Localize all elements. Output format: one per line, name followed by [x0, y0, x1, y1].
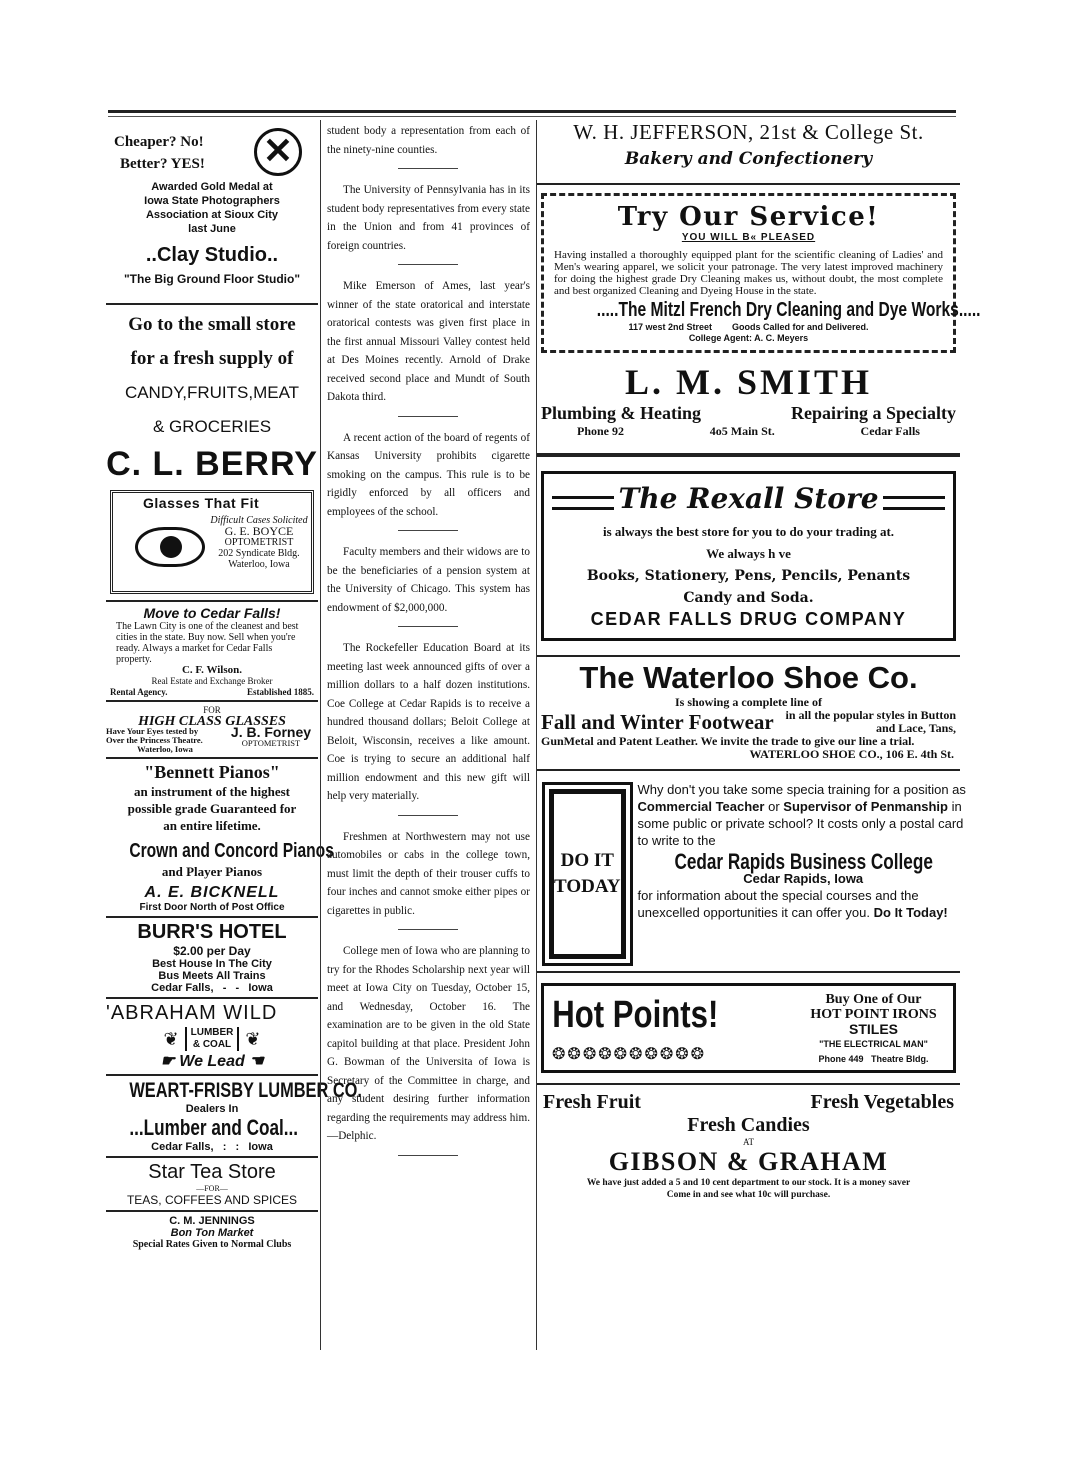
crbc-or: or: [768, 799, 780, 814]
smith-left: Plumbing & Heating: [541, 403, 702, 423]
move-foot-right: Established 1885.: [246, 687, 314, 697]
gibson-note: We have just added a 5 and 10 cent department to our stock. It is a money saver: [586, 1178, 911, 1188]
burr-line: Bus Meets All Trains: [158, 970, 266, 982]
glasses-text: [209, 515, 309, 570]
divider: [106, 757, 318, 759]
separator: [398, 264, 458, 265]
mitzl-works: .....The Mitzl French Dry Cleaning and Dye Works.....: [596, 299, 981, 321]
smith-phone: Phone 92: [577, 424, 625, 438]
jennings-rates: Special Rates Given to Normal Clubs: [132, 1239, 292, 1250]
left-column: [106, 120, 362, 1360]
top-rule: [108, 110, 956, 113]
berry-name: C. L. BERRY: [106, 445, 318, 483]
move-title: Move to Cedar Falls!: [143, 605, 281, 621]
news-p5: Faculty members and their widows are to be the beneficiaries of a pension system at the University of Chicago. This system has endowment of $2,000,000.: [327, 546, 530, 614]
boyce-glasses-ad: [110, 490, 314, 594]
hot-line: HOT POINT IRONS: [810, 1007, 937, 1022]
rexall-line: We always h ve: [706, 546, 791, 561]
jefferson-ad: [537, 120, 960, 169]
gibson-at: AT: [743, 1137, 754, 1147]
wild-lead: We Lead: [179, 1053, 245, 1070]
business-college-text: [638, 781, 969, 959]
bennett-pianos-ad: [106, 762, 334, 913]
ornament-icon: ❦: [163, 1028, 179, 1049]
move-body: The Lawn City is one of the cleanest and best cities in the state. Buy now. Sell when you're ready. Always a market for Cedar Falls property.: [116, 621, 299, 665]
rexall-line: is always the best store for you to do your trading at.: [602, 524, 895, 539]
divider: [106, 1156, 318, 1158]
forney-right: [224, 724, 318, 754]
news-p4: A recent action of the board of regents of Kansas University prohibits cigarette smoking on the campus. This rule is to be rigidly enforced by all officers and employees of the school.: [327, 431, 530, 518]
smith-addr: 4o5 Main St.: [709, 424, 775, 438]
mitzl-addr: 117 west 2nd Street Goods Called for and Delivered.: [628, 322, 869, 332]
forney-ad: [106, 705, 318, 754]
weart-city: Cedar Falls, : : Iowa: [151, 1141, 273, 1153]
crbc-line: Why don't you take some specia training for a position as: [637, 782, 966, 797]
gibson-note: Come in and see what 10c will purchase.: [666, 1190, 831, 1200]
shoe-side: in all the popular styles in Button and Lace, Tans,: [785, 708, 956, 735]
bennett-crown: Crown and Concord Pianos: [129, 840, 334, 862]
berry-line-4: & GROCERIES: [152, 417, 272, 436]
hot-right: [794, 986, 953, 1070]
forney-line: Have Your Eyes tested by: [106, 726, 199, 736]
rexall-store-ad: [541, 471, 956, 641]
gibson-graham-ad: [537, 1091, 960, 1201]
news-p7: Freshmen at Northwestern may not use automobiles or cabs in the college town, must limit the depth of their trouser cuffs to four inches and cannot smoke either pipes or cigarettes in public.: [327, 830, 530, 917]
clay-q1: Cheaper? No!: [114, 134, 204, 150]
jennings-market: Bon Ton Market: [170, 1227, 254, 1239]
jennings-ad: [106, 1215, 318, 1250]
gibson-veg: Fresh Vegetables: [810, 1091, 954, 1113]
waterloo-shoe-ad: [537, 660, 960, 761]
business-college-ad: [537, 781, 966, 959]
glasses-line: Waterloo, Iowa: [228, 559, 290, 570]
clay-studio-name: ..Clay Studio..: [145, 244, 279, 266]
hot-stiles: STILES: [848, 1021, 898, 1037]
x-circle-icon: ✕: [254, 128, 302, 176]
mitzl-agent: College Agent: A. C. Meyers: [688, 333, 809, 343]
weart-goods: ...Lumber and Coal...: [129, 1115, 299, 1140]
berry-line-1: Go to the small store: [128, 314, 296, 335]
move-foot-left: Rental Agency.: [110, 687, 168, 697]
bennett-body: an instrument of the highest possible grade Guaranteed for an entire lifetime.: [127, 784, 297, 833]
berry-line-2: for a fresh supply of: [130, 348, 294, 369]
news-p6: The Rockefeller Education Board at its meeting last week announced gifts of over a million dollars to a half dozen institutions. Coe College at Cedar Rapids is to receive a hundred thousand dollars; Beloit College at Beloit, Wisconsin, receives a like amount. Coe is trying to secure an additional half million endowment and this new gift will help very materially.: [327, 642, 530, 802]
glasses-title: Glasses That Fit: [143, 495, 260, 511]
burr-city: Cedar Falls, - - Iowa: [151, 982, 273, 994]
burrs-hotel-ad: [106, 921, 318, 994]
news-p8: College men of Iowa who are planning to try for the Rhodes Scholarship next year will meet at Iowa City on Tuesday, October 15, and Wednesday, October 16. The examination are to be given in the old State capitol building at that place. President John G. Bowman of the Universita of Iowa is Secretary of the Committee in charge, and any student desiring further information regarding the requirements may address him.—Delphic.: [327, 945, 530, 1142]
burr-line: Best House In The City: [152, 958, 272, 970]
gibson-fruit: Fresh Fruit: [543, 1091, 641, 1113]
wild-line: & COAL: [192, 1039, 232, 1050]
mitzl-body: Having installed a thoroughly equipped plant for the scientific cleaning of Ladies' and Men's wearing apparel, we solicit your patronage. The very latest improved machinery for doing the highest grade Dry Cleaning makes us, without doubt, the most complete and best organized Cleaning and Dyeing House in the state.: [554, 249, 943, 297]
bennett-name: A. E. BICKNELL: [144, 884, 280, 901]
star-title: Star Tea Store: [148, 1161, 276, 1183]
smith-right: Repairing a Specialty: [791, 403, 956, 423]
bennett-player: and Player Pianos: [161, 864, 263, 879]
glasses-line: 202 Syndicate Bldg.: [218, 548, 300, 559]
pointing-hand-icon: ☛: [160, 1053, 175, 1070]
hot-points-ad: [541, 983, 956, 1073]
gibson-name: GIBSON & GRAHAM: [608, 1147, 889, 1176]
star-goods: TEAS, COFFEES AND SPICES: [126, 1193, 298, 1207]
crbc-today: Do It Today!: [873, 905, 948, 920]
mitzl-title: Try Our Service!: [617, 202, 880, 232]
weart-frisby-ad: [106, 1079, 362, 1153]
weart-title: WEART-FRISBY LUMBER CO.: [129, 1079, 362, 1102]
crbc-super: Supervisor of Penmanship: [783, 799, 948, 814]
rexall-company: CEDAR FALLS DRUG COMPANY: [590, 609, 907, 629]
news-p2: The University of Pennsylvania has in its student body representatives from every state in the Union and from 41 provinces of foreign countries.: [327, 184, 530, 252]
award-line: Awarded Gold Medal at: [151, 181, 273, 193]
divider: [537, 769, 960, 771]
rexall-title: The Rexall Store: [552, 482, 945, 515]
star-tea-store-ad: [106, 1161, 318, 1207]
hot-title: Hot Points!: [552, 994, 719, 1036]
divider: [106, 303, 318, 305]
hot-line: Buy One of Our: [825, 992, 922, 1007]
separator: [398, 1155, 458, 1156]
wild-title: 'ABRAHAM WILD: [106, 1002, 278, 1024]
shoe-line: GunMetal and Patent Leather. We invite the trade to give our line a trial.: [541, 734, 915, 748]
wild-line: LUMBER: [190, 1027, 234, 1038]
forney-name: J. B. Forney: [230, 724, 312, 740]
bennett-location: First Door North of Post Office: [139, 902, 285, 913]
burr-title: BURR'S HOTEL: [137, 921, 287, 943]
jefferson-title: W. H. JEFFERSON, 21st & College St.: [573, 120, 924, 144]
shoe-line: Is showing a complete line of: [675, 695, 822, 709]
crbc-commercial: Commercial Teacher: [637, 799, 765, 814]
glasses-name: G. E. BOYCE: [224, 524, 294, 538]
move-to-cedar-falls-ad: [106, 605, 318, 697]
divider: [537, 971, 960, 973]
do-it-today-box: DO IT TODAY: [549, 789, 626, 959]
crbc-line: for information about the special courses and the unexcelled opportunities it can offer you.: [637, 888, 919, 920]
hot-line: "THE ELECTRICAL MAN": [819, 1039, 928, 1049]
jennings-name: C. M. JENNINGS: [169, 1215, 255, 1227]
abraham-wild-ad: [106, 1002, 318, 1071]
pointing-hand-icon: ☚: [249, 1053, 264, 1070]
wild-box: [185, 1027, 240, 1051]
clay-q2: Better? YES!: [120, 156, 205, 172]
right-column: [536, 120, 981, 1350]
divider: [106, 916, 318, 918]
burr-rate: $2.00 per Day: [173, 944, 251, 958]
mitzl-dry-cleaning-ad: [541, 193, 981, 353]
weart-dealers: Dealers In: [185, 1103, 239, 1115]
separator: [398, 416, 458, 417]
top-rule-thin: [108, 116, 956, 117]
berry-ad: [106, 308, 318, 484]
ornament-icon: ❦: [245, 1028, 261, 1049]
move-sub: Real Estate and Exchange Broker: [151, 676, 273, 686]
news-p3: Mike Emerson of Ames, last year's winner of the state oratorical and interstate oratorical contests was given first place in the first annual Missouri Valley contest held at Des Moines recently. Arnold of Drake received second place and Mundt of South Dakota third.: [327, 280, 530, 403]
separator: [398, 168, 458, 169]
mitzl-pleased: YOU WILL B« PLEASED: [681, 232, 816, 243]
glasses-line: OPTOMETRIST: [224, 537, 294, 548]
divider: [106, 1074, 318, 1076]
star-for: —FOR—: [196, 1184, 228, 1193]
gibson-candies: Fresh Candies: [687, 1114, 810, 1136]
smith-city: Cedar Falls: [860, 424, 920, 438]
news-column: [320, 120, 534, 1350]
news-p1: student body a representation from each of the ninety-nine counties.: [327, 125, 530, 156]
divider: [106, 997, 318, 999]
lm-smith-ad: [537, 361, 960, 439]
forney-left: [106, 727, 224, 754]
eye-icon: [135, 527, 205, 567]
divider: [106, 600, 318, 602]
divider: [537, 655, 960, 657]
berry-line-3: CANDY,FRUITS,MEAT: [124, 383, 300, 402]
glasses-line: Difficult Cases Solicited: [210, 515, 308, 526]
crbc-name: Cedar Rapids Business College: [673, 849, 933, 874]
crbc-line: in some public or private school? It costs only a postal card to write to the: [637, 799, 964, 848]
forney-role: OPTOMETRIST: [241, 738, 301, 748]
shoe-footwear: Fall and Winter Footwear: [541, 709, 774, 734]
bennett-title: "Bennett Pianos": [144, 762, 280, 782]
award-line: Iowa State Photographers: [144, 195, 280, 207]
smith-name: L. M. SMITH: [624, 362, 872, 402]
award-line: Association at Sioux City: [145, 209, 279, 221]
shoe-signature: WATERLOO SHOE CO., 106 E. 4th St.: [749, 747, 954, 761]
forney-line: Waterloo, Iowa: [137, 744, 193, 754]
separator: [398, 530, 458, 531]
separator: [398, 929, 458, 930]
forney-for: FOR: [203, 705, 221, 715]
divider: [106, 700, 318, 702]
rexall-goods: Candy and Soda.: [683, 590, 814, 606]
clay-tagline: "The Big Ground Floor Studio": [123, 272, 301, 286]
move-foot: [106, 687, 318, 697]
forney-line: Over the Princess Theatre.: [106, 735, 203, 745]
jefferson-sub: Bakery and Confectionery: [624, 149, 873, 169]
hot-line: Phone 449 Theatre Bldg.: [818, 1054, 929, 1064]
crbc-city: Cedar Rapids, Iowa: [743, 871, 864, 886]
forney-title: HIGH CLASS GLASSES: [138, 714, 286, 729]
divider: [537, 453, 960, 457]
move-name: C. F. Wilson.: [181, 664, 243, 676]
clay-award: [106, 180, 318, 236]
shoe-title: The Waterloo Shoe Co.: [579, 660, 918, 695]
separator: [398, 815, 458, 816]
divider: [537, 183, 960, 185]
award-line: last June: [188, 223, 236, 235]
rexall-goods: Books, Stationery, Pens, Pencils, Penants: [586, 568, 911, 584]
divider: [106, 1210, 318, 1212]
clay-studio-ad: [106, 120, 318, 300]
bulb-icons: ❂❂❂❂❂❂❂❂❂❂: [552, 1046, 707, 1063]
separator: [398, 626, 458, 627]
divider: [537, 1083, 960, 1085]
